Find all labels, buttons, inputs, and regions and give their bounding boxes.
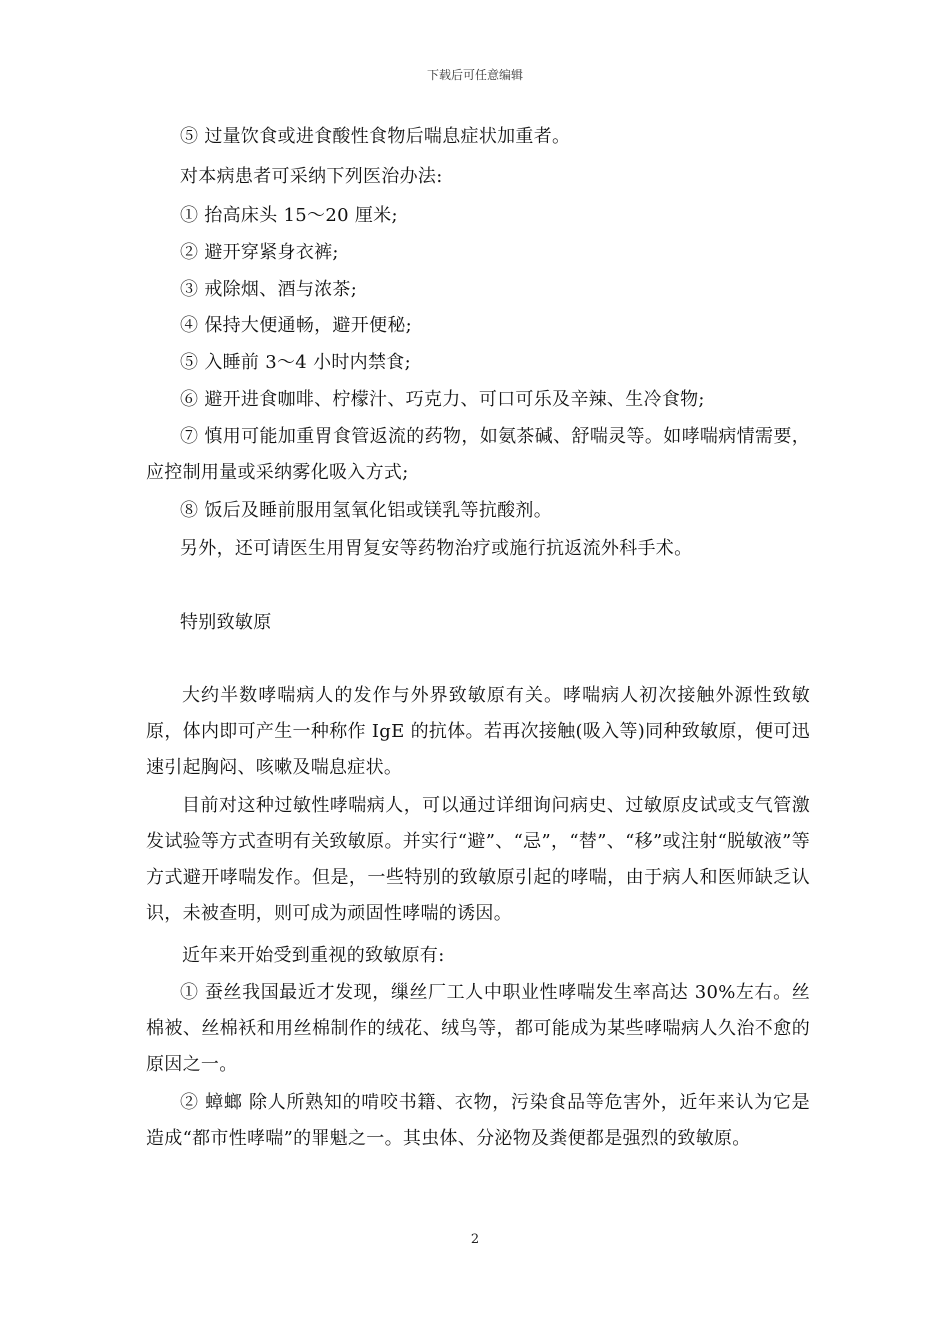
treatment-item-2: ② 避开穿紧身衣裤; (180, 242, 339, 263)
treatment-item-8: ⑧ 饭后及睡前服用氢氧化铝或镁乳等抗酸剂。 (180, 500, 553, 521)
treatment-item-1: ① 抬高床头 15～20 厘米; (180, 205, 398, 226)
treatment-item-4: ④ 保持大便通畅，避开便秘; (180, 315, 412, 336)
treatment-item-5: ⑤ 入睡前 3～4 小时内禁食; (180, 352, 411, 373)
list-item-5-symptom: ⑤ 过量饮食或进食酸性食物后喘息症状加重者。 (180, 126, 571, 147)
treatment-closing: 另外，还可请医生用胃复安等药物治疗或施行抗返流外科手术。 (180, 538, 693, 559)
treatment-item-6: ⑥ 避开进食咖啡、柠檬汁、巧克力、可口可乐及辛辣、生冷食物; (180, 389, 705, 410)
paragraph-allergen-list-intro: 近年来开始受到重视的致敏原有: (182, 945, 445, 966)
page-header: 下载后可任意编辑 (426, 68, 523, 82)
paragraph-allergen-intro: 大约半数哮喘病人的发作与外界致敏原有关。哮喘病人初次接触外源性致敏原，体内即可产生一种称作 IgE 的抗体。若再次接触(吸入等)同种致敏原，便可迅速引起胸闷、咳嗽及喘息症状。 (146, 685, 810, 778)
paragraph-allergen-silk: ① 蚕丝我国最近才发现，缫丝厂工人中职业性哮喘发生率高达 30%左右。丝棉被、丝棉袄和用丝棉制作的绒花、绒鸟等，都可能成为某些哮喘病人久治不愈的原因之一。 (146, 982, 810, 1075)
paragraph-allergen-cockroach: ② 蟑螂 除人所熟知的啃咬书籍、衣物，污染食品等危害外，近年来认为它是造成“都市性哮喘”的罪魁之一。其虫体、分泌物及粪便都是强烈的致敏原。 (146, 1092, 810, 1149)
paragraph-allergen-diagnosis: 目前对这种过敏性哮喘病人，可以通过详细询问病史、过敏原皮试或支气管激发试验等方式查明有关致敏原。并实行“避”、“忌”，“替”、“移”或注射“脱敏液”等方式避开哮喘发作。但是，一些特别的致敏原引起的哮喘，由于病人和医师缺乏认识，未被查明，则可成为顽固性哮喘的诱因。 (146, 795, 810, 924)
treatment-intro: 对本病患者可采纳下列医治办法: (180, 166, 443, 187)
page-number: 2 (470, 1232, 480, 1247)
treatment-item-3: ③ 戒除烟、酒与浓茶; (180, 279, 358, 300)
section-title: 特别致敏原 (180, 612, 272, 633)
treatment-item-7: ⑦ 慎用可能加重胃食管返流的药物，如氨茶碱、舒喘灵等。如哮喘病情需要，应控制用量或采纳雾化吸入方式; (146, 426, 810, 483)
